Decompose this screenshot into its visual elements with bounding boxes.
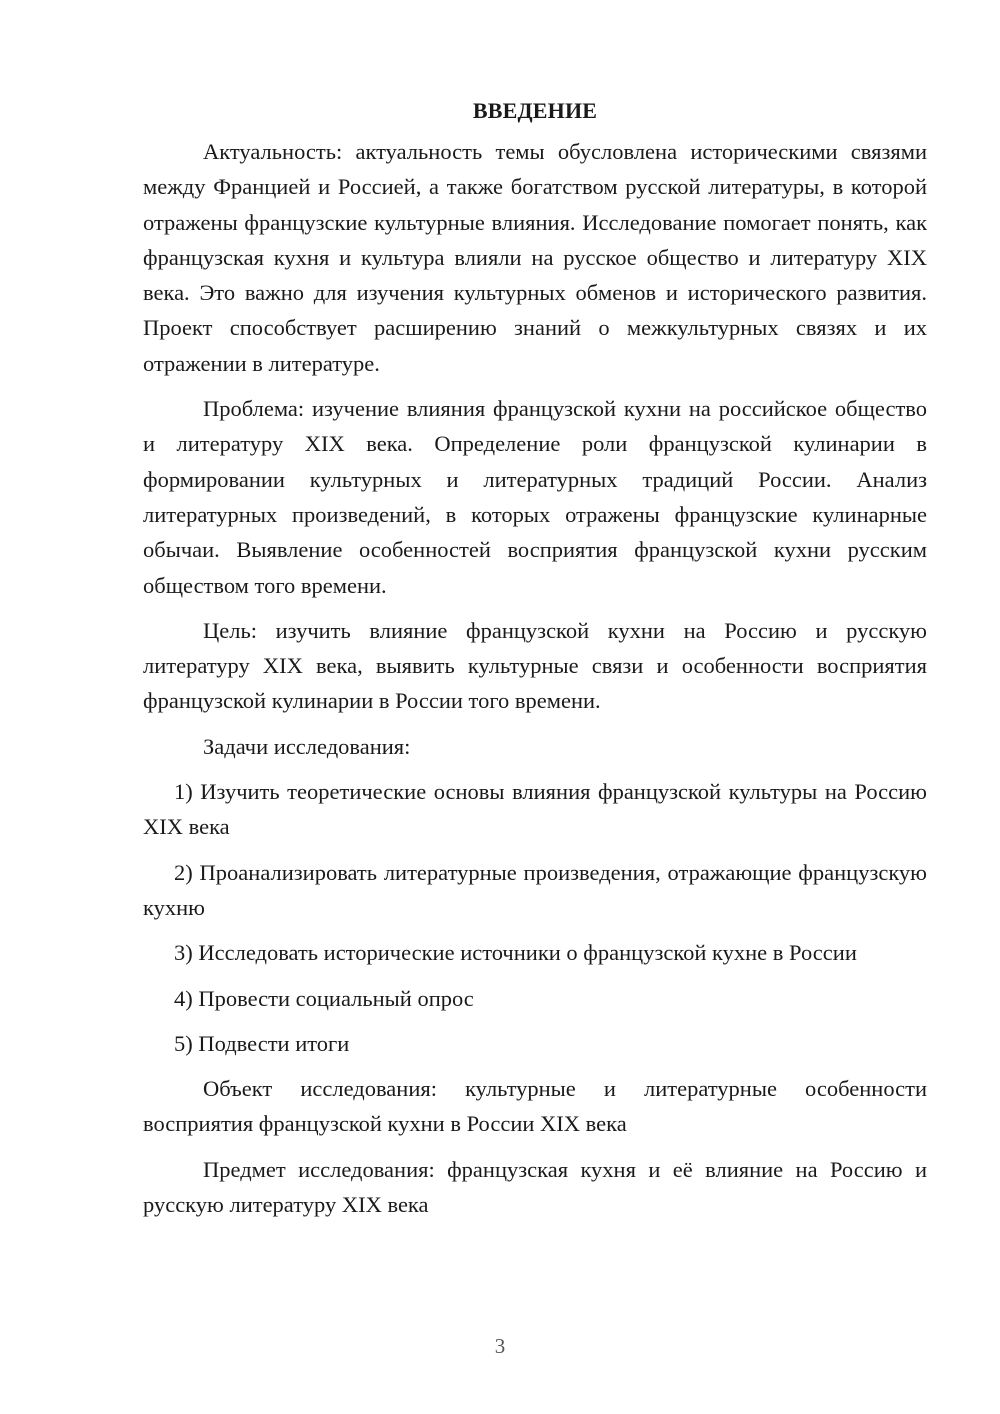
section-heading: ВВЕДЕНИЕ: [472, 98, 598, 123]
page-number: 3: [494, 1334, 506, 1358]
task-item-1: 1) Изучить теоретические основы влияния французской культуры на Россию XIX века: [143, 779, 927, 840]
paragraph-problem: Проблема: изучение влияния французской кухни на российское общество и литературу XIX века. Определение роли французской кулинарии в формировании культурных и литературных традиций России. Анализ литературных произведений, в которых отражены французские кулинарные обычаи. Выявление особенностей восприятия французской кухни русским обществом того времени.: [143, 396, 927, 598]
paragraph-subject: Предмет исследования: французская кухня и её влияние на Россию и русскую литературу XIX века: [143, 1156, 927, 1218]
task-item-5: 5) Подвести итоги: [174, 1030, 350, 1056]
task-item-3: 3) Исследовать исторические источники о французской кухне в России: [174, 940, 857, 966]
task-item-4: 4) Провести социальный опрос: [174, 985, 474, 1011]
tasks-label: Задачи исследования:: [203, 733, 411, 759]
paragraph-object: Объект исследования: культурные и литературные особенности восприятия французской кухни в России XIX века: [143, 1076, 927, 1137]
paragraph-goal: Цель: изучить влияние французской кухни на Россию и русскую литературу XIX века, выявить культурные связи и особенности восприятия французской кулинарии в России того времени.: [143, 617, 927, 714]
paragraph-relevance: Актуальность: актуальность темы обусловлена историческими связями между Францией и Россией, а также богатством русской литературы, в которой отражены французские культурные влияния. Исследование помогает понять, как французская кухня и культура влияли на русское общество и литературу XIX века. Это важно для изучения культурных обменов и исторического развития. Проект способствует расширению знаний о межкультурных связях и их отражении в литературе.: [143, 139, 927, 376]
document-page: [143, 95, 927, 1232]
task-item-2: 2) Проанализировать литературные произведения, отражающие французскую кухню: [143, 859, 927, 920]
